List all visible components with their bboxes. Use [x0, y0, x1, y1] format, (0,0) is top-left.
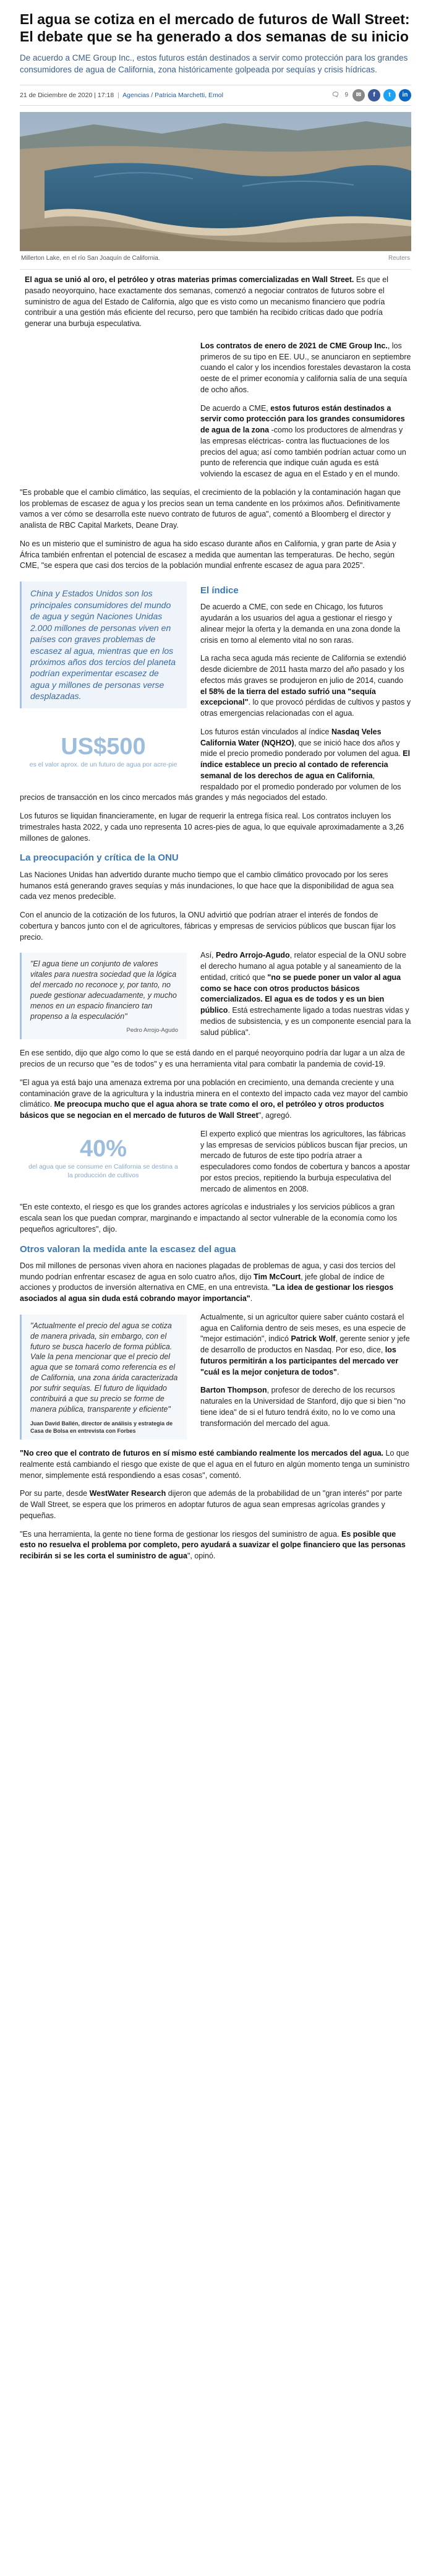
tool-text-rest: ", opinó. — [187, 1552, 216, 1561]
threat-text-a: "El agua ya está bajo una amenaza extrema por una población en crecimiento, una demanda creciente y una contaminación grave de la agricultura y la industria minera en el contexto del impacto cada vez mayor del cambio climático. — [20, 1078, 408, 1109]
paragraph-covid: En ese sentido, dijo que algo como lo que se está dando en el parqué neoyorquino podría dar lugar a un alza de precios de un recurso que "es de todos" y es una herramienta vital para combatir la pandemia de covid-19. — [20, 1049, 405, 1069]
section-nasdaq — [20, 727, 411, 811]
figure-caption: Millerton Lake, en el río San Joaquín de California. — [21, 254, 160, 262]
paragraph-threat — [20, 1078, 411, 1122]
section-arrojo — [20, 950, 411, 1048]
main-figure — [20, 112, 411, 270]
nasdaq-bold-price: El índice establece un precio al contado de referencia semanal de los derechos de agua en California — [200, 749, 411, 780]
mccourt-bold-name: Tim McCourt — [254, 1272, 301, 1281]
paragraph-westwater — [20, 1488, 411, 1521]
share-bar — [329, 89, 411, 101]
contracts-bold: Los contratos de enero de 2021 de CME Group Inc. — [200, 341, 388, 350]
threat-text-rest: ", agregó. — [258, 1111, 292, 1120]
futures-market-bold: "No creo que el contrato de futuros en sí mismo esté cambiando realmente los mercados del agua. — [20, 1449, 384, 1458]
section-wolf — [20, 1312, 411, 1448]
stat-box-crops — [20, 1131, 187, 1185]
cme-text-rest: -como los productores de almendras y las empresas eléctricas- contra las fluctuaciones de los precios del agua; así como también podrían actuar como un punto de referencia que indique cuán aguda es está volviendo la escasez de agua en el Estado y en el mundo. — [200, 426, 406, 479]
article-date: 21 de Diciembre de 2020 | 17:18 — [20, 91, 114, 99]
stat-crops-value: 40% — [79, 1135, 127, 1162]
linkedin-share-icon[interactable]: in — [399, 89, 411, 101]
nasdaq-text-a: Los futuros están vinculados al índice — [200, 727, 331, 736]
paragraph-context: "En este contexto, el riesgo es que los grandes actores agrícolas e industriales y los servicios públicos a gran escala sean los que puedan comprar, marginando e impactando al sector vulnerable de la economía como los pequeños agricultores", dijo. — [20, 1203, 398, 1234]
heading-otros: Otros valoran la medida ante la escasez del agua — [20, 1243, 236, 1255]
contracts-text: , los primeros de su tipo en EE. UU., se anunciaron en septiembre cuando el calor y los incendios forestales devastaron la costa oeste de el primer economía y california salía de una sequía de ocho años. — [200, 341, 411, 394]
lake-photo — [20, 112, 411, 251]
figure-caption-row — [20, 251, 411, 270]
nasdaq-text-rest: , respaldado por el promedio ponderado por volumen de los precios de transacción en los cinco mercados más grandes y más negociados del estado. — [20, 771, 401, 802]
paragraph-speculation: El experto explicó que mientras los agricultores, las fábricas y las empresas de servicios públicos buscan fijar precios, un mercado de futuros de este tipo podría atraer a especuladores como fondos de cobertura y bancos a apostar por estos precios, repitiendo la burbuja especulativa del mercado de alimentos en 2008. — [200, 1129, 411, 1193]
mccourt-text-b: , jefe global de índice de acciones y productos de inversión alternativa en CME, en una entrevista. — [20, 1272, 385, 1292]
arrojo-bold-quote: "no se puede poner un valor al agua como se hace con otros productos básicos comercializados. El agua es de todos y es un bien público — [200, 972, 401, 1015]
paragraph-scarcity: No es un misterio que el suministro de agua ha sido escaso durante años en California, y gran parte de Asia y África también enfrentan el potencial de escasez a medida que aumentan las temperaturas. De hecho, según CME, "se espera que casi dos tercios de la población mundial enfrente escasez de agua para 2025". — [20, 539, 396, 570]
futures-market-text: Lo que realmente está cambiando el riesgo que existe de que el agua en el futuro en algún momento tenga un suministro menor, simplemente está respondiendo a esas cosas", comentó. — [20, 1449, 410, 1480]
share-count: 9 — [344, 91, 348, 98]
cme-bold: estos futuros están destinados a servir como protección para los grandes consumidores de agua de la zona — [200, 403, 405, 435]
intro-paragraph — [20, 275, 411, 330]
wolf-bold-quote: los futuros permitirán a los participantes del mercado ver "cuál es la mejor conjetura de todos" — [200, 1346, 399, 1376]
pull-quote-arrojo — [20, 953, 187, 1039]
pull-quote-arrojo-author: Pedro Arrojo-Agudo — [126, 1026, 178, 1034]
arrojo-text-rest: . Está estrechamente ligado a todas nuestras vidas y medios de subsistencia, y es un componente esencial para la salud pública". — [200, 1006, 411, 1037]
stat-price-label: es el valor aprox. de un futuro de agua por acre-pie — [29, 760, 177, 768]
comment-icon[interactable]: 🗨 — [331, 91, 339, 98]
wolf-text-a: Actualmente, si un agricultor quiere saber cuánto costará el agua en California dentro de seis meses, es una especie de "mejor estimación", indicó — [200, 1312, 406, 1344]
paragraph-un-warning: Las Naciones Unidas han advertido durante mucho tiempo que el cambio climático provocado por los seres humanos está generando graves sequías y más inundaciones, lo que hace que la disponibilidad de agua sea cada vez menos predecible. — [20, 870, 394, 901]
intro-text: Es que el pasado neoyorquino, hace exactamente dos semanas, comenzó a negociar contratos de futuros sobre el suministro de agua del Estado de California, algo que es visto como un mecanismo financiero que podría contribuir a una gestión más eficiente del recurso, pero que también ha recibido críticas dado que podría generar una burbuja especulativa. — [25, 275, 388, 328]
drought-bold: el 58% de la tierra del estado sufrió una "sequía excepcional" — [200, 687, 376, 707]
drought-text-rest: . lo que provocó pérdidas de cultivos y pastos y otras emergencias relacionadas con el agua. — [200, 698, 411, 718]
wolf-bold-name: Patrick Wolf — [291, 1334, 336, 1344]
twitter-share-icon[interactable]: t — [383, 89, 396, 101]
stat-price-value: US$500 — [61, 733, 146, 760]
section-contracts — [20, 341, 411, 487]
tool-bold: Es posible que esto no resuelva el problema por completo, pero ayudará a suavizar el golpe financiero que las personas recibirán si se les corta el suministro de agua — [20, 1529, 406, 1561]
pull-quote-ballen-author: Juan David Ballén, director de análisis y estrategia de Casa de Bolsa en entrevista con Forbes — [30, 1420, 173, 1434]
mccourt-text-rest: . — [250, 1294, 253, 1303]
arrojo-bold-name: Pedro Arrojo-Agudo — [216, 951, 290, 960]
stat-box-price — [20, 729, 187, 774]
drought-text-a: La racha seca aguda más reciente de California se extendió desde diciembre de 2011 hasta marzo del año pasado y los efectos más graves se produjeron en julio de 2014, cuando — [200, 654, 406, 685]
arrojo-text-a: Así, — [200, 951, 216, 960]
paragraph-settlement: Los futuros se liquidan financieramente, en lugar de requerir la entrega física real. Los contratos incluyen los trimestrales hasta 2022, y cada uno representa 10 acres-pies de agua, lo que equivale aproximadamente a 3,26 millones de galones. — [20, 812, 404, 843]
paragraph-mccourt — [20, 1261, 411, 1305]
thompson-bold-name: Barton Thompson — [200, 1386, 267, 1395]
pull-quote-ballen-text: "Actualmente el precio del agua se cotiza de manera privada, sin embargo, con el futuro se busca hacerlo de forma pública. Vale la pena mencionar que el precio del agua que se tomará como referencia es el de California, una zona árida caracterizada por sufrir sequías. El futuro de liquidado contribuirá a que su precio se forme de manera pública, transparente y eficiente" — [30, 1321, 178, 1414]
arrojo-text-b: , relator especial de la ONU sobre el derecho humano al agua potable y al saneamiento de la entidad, criticó que — [200, 951, 406, 982]
stat-crops-label: del agua que se consume en California se destina a la producción de cultivos — [28, 1162, 178, 1179]
paragraph-futures-market — [20, 1448, 411, 1481]
meta-bar — [20, 85, 411, 106]
pull-quote-arrojo-text: "El agua tiene un conjunto de valores vitales para nuestra sociedad que la lógica del mercado no reconoce y, por tanto, no puede gestionar adecuadamente, y mucho menos en un espacio financiero tan propenso a la especulación" — [30, 960, 177, 1021]
paragraph-indice-cme: De acuerdo a CME, con sede en Chicago, los futuros ayudarán a los usuarios del agua a gestionar el riesgo y alinear mejor la oferta y la demanda en una zona donde la crisis en torno al elemento vital no son raras. — [200, 603, 401, 645]
pull-quote-ballen — [20, 1315, 187, 1440]
heading-indice: El índice — [200, 585, 239, 596]
tool-text-a: "Es una herramienta, la gente no tiene forma de gestionar los riesgos del suministro de agua. — [20, 1529, 342, 1539]
article-meta: 21 de Diciembre de 2020 | 17:18 | Agencias / Patricia Marchetti, Emol — [20, 91, 223, 99]
wolf-text-b: , gerente senior y jefe de desarrollo de productos en Nasdaq. Por eso, dice, — [200, 1334, 410, 1355]
westwater-text-rest: dijeron que además de la probabilidad de un "gran interés" por parte de Wall Street, se espera que los primeros en adoptar futuros de agua sean empresas agrícolas grandes y pequeñas. — [20, 1489, 403, 1520]
article-title: El agua se cotiza en el mercado de futuros de Wall Street: El debate que se ha generado a dos semanas de su inicio — [20, 11, 410, 45]
mccourt-text-a: Dos mil millones de personas viven ahora en naciones plagadas de problemas de agua, y casi dos tercios del mundo podrían enfrentar escasez de agua en solo cuatro años, dijo — [20, 1261, 396, 1281]
paragraph-dray: "Es probable que el cambio climático, las sequías, el crecimiento de la población y la contaminación hagan que los problemas de escasez de agua y los precios sean un tema candente en los próximos años. Definitivamente vamos a ver cómo se desarrolla este nuevo contrato de futuros de agua", comentó a Bloomberg el director y analista de RBC Capital Markets, Deane Dray. — [20, 487, 401, 530]
nasdaq-bold-index: Nasdaq Veles California Water (NQH2O) — [200, 727, 382, 747]
westwater-bold: WestWater Research — [89, 1489, 166, 1498]
facebook-share-icon[interactable]: f — [368, 89, 380, 101]
threat-bold: Me preocupa mucho que el agua ahora se trate como el oro, el petróleo y otros productos básicos que se negocian en el mercado de futuros de Wall Street — [20, 1100, 385, 1120]
westwater-text-a: Por su parte, desde — [20, 1489, 90, 1498]
heading-onu: La preocupación y crítica de la ONU — [20, 852, 179, 864]
left-column-spacer — [20, 341, 187, 483]
cme-text-a: De acuerdo a CME, — [200, 403, 271, 413]
intro-bold: El agua se unió al oro, el petróleo y otras materias primas comercializadas en Wall Street. — [25, 275, 354, 285]
pull-quote-china: China y Estados Unidos son los principales consumidores del mundo de agua y según Naciones Unidas 2.000 millones de personas viven en países con graves problemas de escasez al agua, mientras que en los próximos años dos tercios del planeta podrían experimentar escasez de agua y millones de personas verse desplazadas. — [20, 582, 187, 708]
section-indice — [20, 579, 411, 727]
paragraph-un-interest: Con el anuncio de la cotización de los futuros, la ONU advirtió que podrían atraer el interés de fondos de cobertura y bancos junto con el de agricultores, fábricas y empresas de servicios públicos que buscan fijar los precio. — [20, 911, 396, 942]
article-source-link[interactable]: Agencias / Patricia Marchetti, Emol — [122, 91, 223, 99]
paragraph-tool — [20, 1529, 411, 1562]
thompson-text: , profesor de derecho de los recursos naturales en la Universidad de Stanford, dijo que si bien "no tiene idea" de si el futuro tendrá éxito, no lo ve como una transformación del mercado del agua. — [200, 1386, 406, 1428]
wolf-text-rest: . — [336, 1367, 339, 1376]
nasdaq-text-b: , que se inició hace dos años y mide el precio promedio ponderado por volumen del agua. — [200, 738, 403, 758]
section-speculation — [20, 1129, 411, 1203]
email-share-icon[interactable]: ✉ — [352, 89, 365, 101]
mccourt-bold-quote: "La idea de gestionar los riesgos asociados al agua sin duda está cobrando mayor importancia" — [20, 1283, 394, 1303]
article-lead: De acuerdo a CME Group Inc., estos futuros están destinados a servir como protección para los grandes consumidores de agua de California, zona históricamente golpeada por sequías y crisis hídricas. — [20, 53, 408, 75]
figure-credit: Reuters — [388, 254, 410, 262]
